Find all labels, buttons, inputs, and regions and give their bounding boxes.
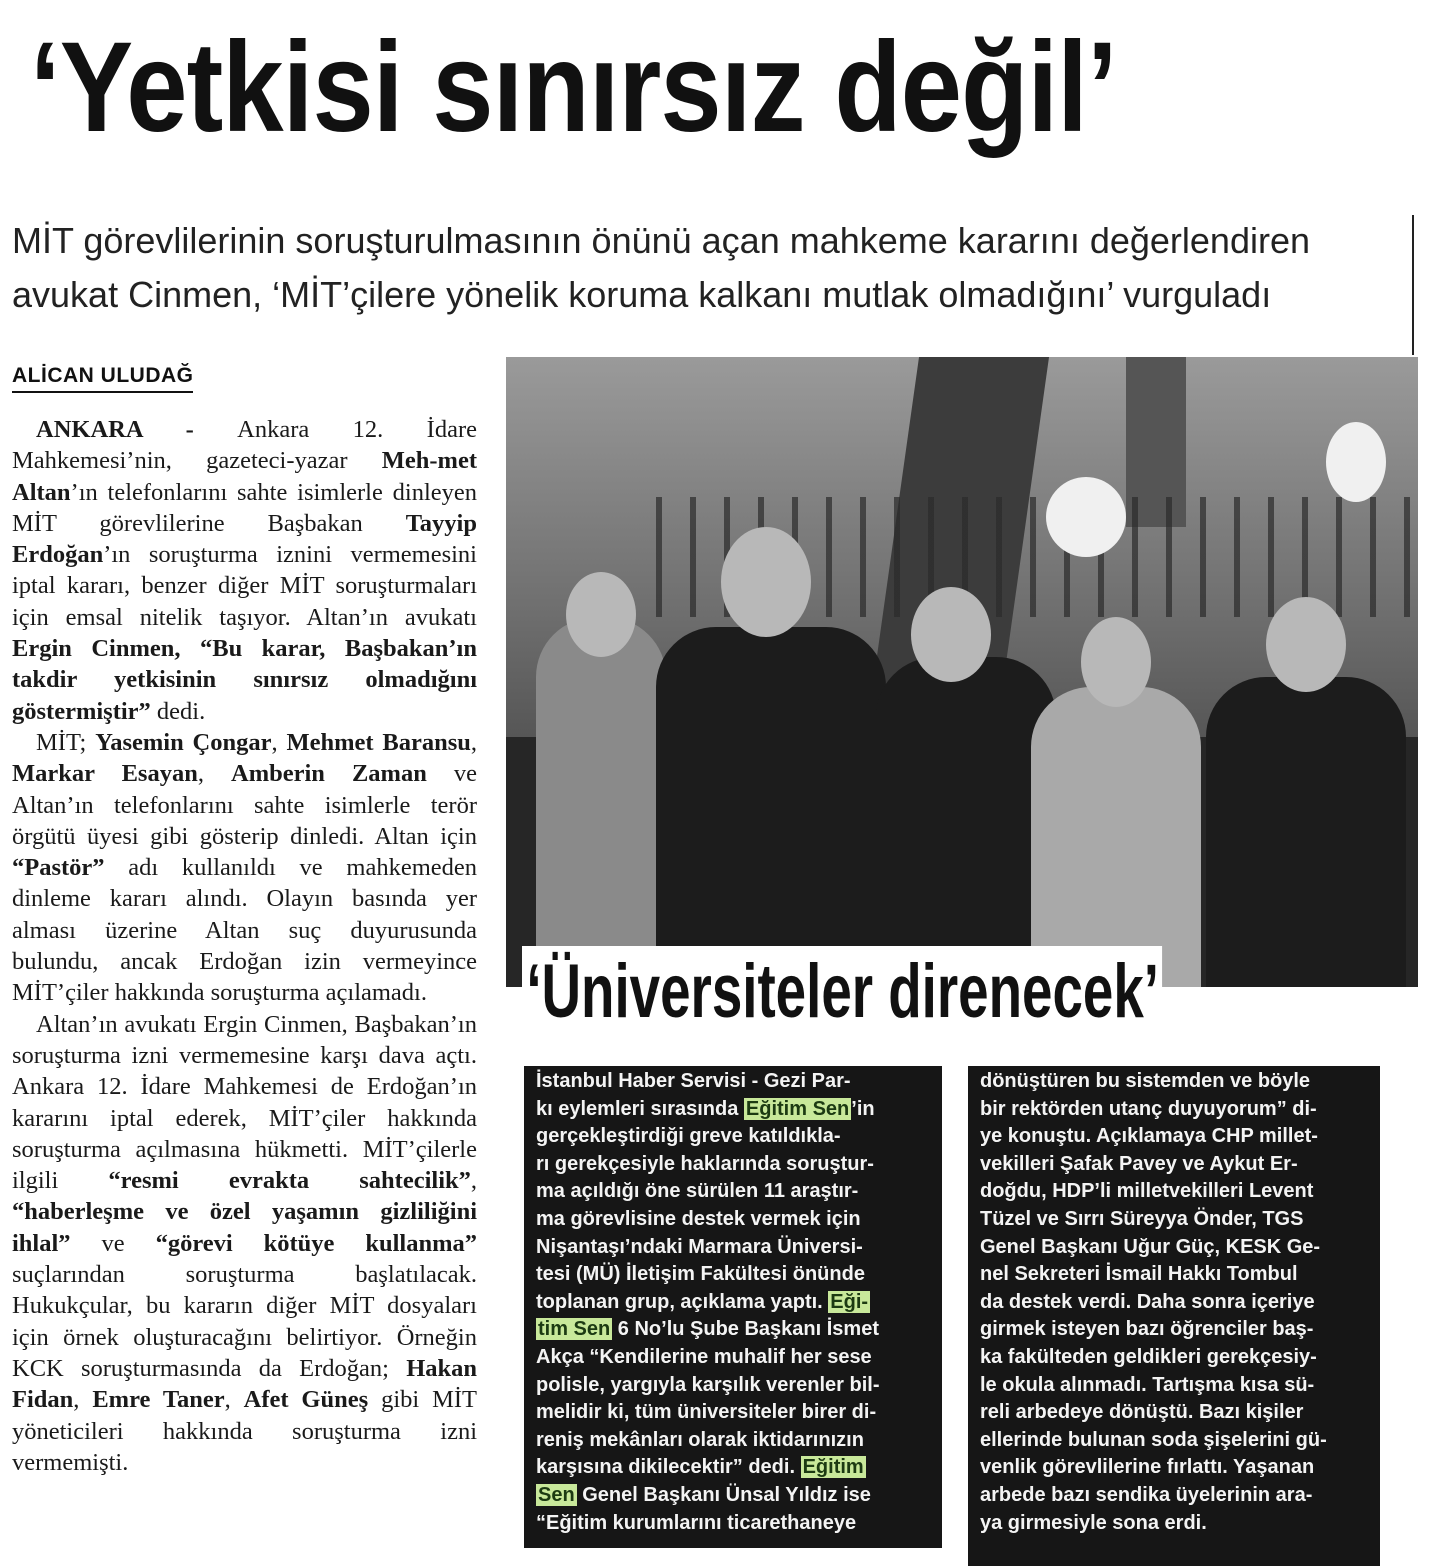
sidebar-line xyxy=(980,1344,1370,1372)
sidebar-text: ye konuştu. Açıklamaya CHP millet- xyxy=(980,1125,1318,1148)
person-face xyxy=(1081,617,1151,707)
sidebar-line xyxy=(980,1234,1370,1262)
sidebar-line xyxy=(980,1096,1370,1124)
article-bold-name: Amberin Zaman xyxy=(231,760,427,788)
article-bold-phrase: “resmi evrakta sahtecilik” xyxy=(108,1167,471,1195)
article-paragraph xyxy=(12,414,477,727)
subheadline xyxy=(12,214,1407,322)
article-text: ve Altan’ın telefonlarını sahte isimlerle terör örgütü üyesi gibi gösterip dinledi. Altan için xyxy=(12,760,478,850)
sidebar-text: Tüzel ve Sırrı Süreyya Önder, TGS xyxy=(980,1207,1304,1230)
sidebar-text: da destek verdi. Daha sonra içeriye xyxy=(980,1290,1315,1313)
main-article xyxy=(12,414,477,1478)
sidebar-line xyxy=(980,1454,1370,1482)
person-face xyxy=(566,572,636,657)
sidebar-text: dönüştüren bu sistemden ve böyle xyxy=(980,1070,1311,1092)
article-text: , xyxy=(470,728,477,756)
subheadline-line: avukat Cinmen, ‘MİT’çilere yönelik koruma kalkanı mutlak olmadığını’ vurguladı xyxy=(12,274,1272,315)
sidebar-text: ellerinde bulunan soda şişelerini gü- xyxy=(980,1428,1327,1451)
sidebar-line xyxy=(980,1510,1370,1538)
sidebar-line xyxy=(980,1289,1370,1317)
sidebar-line xyxy=(980,1151,1370,1179)
person-figure xyxy=(536,617,666,987)
article-text: , xyxy=(197,760,232,788)
sidebar-text: Nişantaşı’ndaki Marmara Üniversi- xyxy=(536,1235,863,1258)
highlighted-text: tim Sen xyxy=(538,1318,611,1341)
article-text: Ankara 12. İdare Mahkemesi’nin, gazeteci-yazar xyxy=(12,416,477,475)
person-figure xyxy=(876,657,1056,987)
article-bold-phrase: “görevi kötüye kullanma” xyxy=(155,1229,477,1257)
sidebar-text: kı eylemleri sırasında xyxy=(536,1097,744,1120)
sidebar-line xyxy=(536,1068,932,1096)
article-bold-name: Yasemin Çongar xyxy=(95,728,272,756)
sidebar-text: Akça “Kendilerine muhalif her sese xyxy=(536,1345,872,1368)
sidebar-text: rı gerekçesiyle haklarında soruştur- xyxy=(536,1152,874,1175)
person-face xyxy=(1266,597,1346,692)
sidebar-text: le okula alınmadı. Tartışma kısa sü- xyxy=(980,1373,1315,1396)
sidebar-text: bir rektörden utanç duyuyorum” di- xyxy=(980,1097,1317,1120)
article-text: ve xyxy=(70,1229,156,1257)
article-text: adı kullanıldı ve mahkemeden dinleme kararı alındı. Olayın basında yer alması üzerine Altan suç duyurusunda bulundu, ancak Erdoğan izin vermeyince MİT’çiler hakkında soruşturma açılamadı. xyxy=(12,854,477,1007)
sidebar-text: nel Sekreteri İsmail Hakkı Tombul xyxy=(980,1263,1298,1286)
article-text: ’ın soruşturma iznini vermemesini iptal kararı, benzer diğer MİT soruşturmaları için emsal nitelik taşıyor. Altan’ın avukatı xyxy=(12,541,477,631)
sidebar-news-column-1 xyxy=(524,1066,942,1548)
sidebar-line xyxy=(980,1123,1370,1151)
byline: ALİCAN ULUDAĞ xyxy=(12,364,193,393)
protest-sign xyxy=(1326,422,1386,502)
sidebar-line xyxy=(980,1261,1370,1289)
article-bold-name: Mehmet Baransu xyxy=(286,728,471,756)
sidebar-line xyxy=(980,1427,1370,1455)
sidebar-text: gerçekleştirdiği greve katıldıkla- xyxy=(536,1125,841,1148)
article-text: suçlarından soruşturma başlatılacak. Hukukçular, bu kararın diğer MİT dosyaları için örnek oluşturacağını belirtiyor. Örneğin KCK soruşturmasında da Erdoğan; xyxy=(12,1261,477,1382)
subheadline-line: MİT görevlilerinin soruşturulmasının önünü açan mahkeme kararını değerlendiren xyxy=(12,220,1311,261)
sidebar-text: reniş mekânları olarak iktidarınızın xyxy=(536,1428,864,1451)
dateline: ANKARA - xyxy=(36,416,238,443)
article-quote: Ergin Cinmen, “Bu karar, Başbakan’ın takdir yetkisinin sınırsız olmadığını göstermiştir” xyxy=(12,635,477,725)
article-bold-phrase: “haberleşme ve özel yaşamın gizliliğini ihlal” xyxy=(12,1198,477,1257)
article-text: , xyxy=(73,1386,93,1414)
sidebar-line xyxy=(536,1206,932,1234)
sidebar-line xyxy=(980,1316,1370,1344)
article-bold-name: Meh-met Altan xyxy=(12,447,477,506)
sidebar-line xyxy=(536,1123,932,1151)
sidebar-line xyxy=(536,1454,932,1482)
sidebar-line xyxy=(536,1510,932,1538)
sidebar-text: “Eğitim kurumlarını ticarethaneye xyxy=(536,1511,857,1534)
sidebar-line xyxy=(536,1096,932,1124)
article-bold-name: Markar Esayan xyxy=(12,760,198,788)
sidebar-line xyxy=(536,1427,932,1455)
person-face xyxy=(911,587,991,682)
sidebar-text: reli arbedeye dönüştü. Bazı kişiler xyxy=(980,1401,1304,1424)
sidebar-text: tesi (MÜ) İletişim Fakültesi önünde xyxy=(536,1263,865,1286)
sidebar-line xyxy=(536,1482,932,1510)
article-bold-name: Tayyip Erdoğan xyxy=(12,509,477,569)
sidebar-text: İstanbul Haber Servisi - Gezi Par- xyxy=(536,1070,851,1092)
sidebar-news-column-2 xyxy=(968,1066,1380,1566)
article-text: , xyxy=(224,1386,244,1414)
sidebar-text: ya girmesiyle sona erdi. xyxy=(980,1511,1207,1534)
article-bold-name: Hakan Fidan xyxy=(12,1354,477,1414)
article-text: , xyxy=(271,728,287,756)
article-text: ’ın telefonlarını sahte isimlerle dinleyen MİT görevlilerine Başbakan xyxy=(12,478,477,537)
sidebar-text: doğdu, HDP’li milletvekilleri Levent xyxy=(980,1180,1314,1203)
sidebar-line xyxy=(536,1344,932,1372)
article-bold-name: “Pastör” xyxy=(12,854,105,882)
article-bold-name: Emre Taner xyxy=(92,1386,225,1414)
sidebar-line xyxy=(536,1178,932,1206)
highlighted-text: Eğitim xyxy=(802,1456,864,1479)
sidebar-line xyxy=(536,1151,932,1179)
person-face xyxy=(721,527,811,637)
sidebar-text: ka fakülteden geldikleri gerekçesiy- xyxy=(980,1345,1317,1368)
highlighted-text: Sen xyxy=(538,1483,575,1506)
sidebar-line xyxy=(536,1399,932,1427)
sidebar-line xyxy=(980,1206,1370,1234)
article-bold-name: Afet Güneş xyxy=(243,1386,369,1414)
sidebar-text: karşısına dikilecektir” dedi. xyxy=(536,1456,801,1479)
sidebar-text: Genel Başkanı Uğur Güç, KESK Ge- xyxy=(980,1235,1321,1258)
sidebar-line xyxy=(536,1372,932,1400)
sidebar-line xyxy=(980,1178,1370,1206)
sidebar-text: ma görevlisine destek vermek için xyxy=(536,1207,861,1230)
sidebar-text: 6 No’lu Şube Başkanı İsmet xyxy=(612,1318,879,1341)
sidebar-line xyxy=(980,1068,1370,1096)
sidebar-line xyxy=(980,1372,1370,1400)
sidebar-line xyxy=(980,1482,1370,1510)
sidebar-text: vekilleri Şafak Pavey ve Aykut Er- xyxy=(980,1152,1298,1175)
article-text: gibi MİT yöneticileri hakkında soruşturma izni vermemişti. xyxy=(12,1386,478,1476)
article-text: MİT; xyxy=(36,728,96,756)
sidebar-line xyxy=(536,1234,932,1262)
sidebar-text: polisle, yargıyla karşılık verenler bil- xyxy=(536,1373,880,1396)
protest-photo xyxy=(506,357,1418,987)
highlighted-text: Eğitim Sen xyxy=(745,1097,850,1120)
article-text: dedi. xyxy=(150,697,206,725)
sidebar-text: ma açıldığı öne sürülen 11 araştır- xyxy=(536,1180,859,1203)
sidebar-line xyxy=(980,1399,1370,1427)
person-figure xyxy=(656,627,886,987)
person-figure xyxy=(1206,677,1406,987)
sidebar-text: Genel Başkanı Ünsal Yıldız ise xyxy=(576,1483,871,1506)
sidebar-line xyxy=(536,1316,932,1344)
sidebar-text: ’in xyxy=(851,1097,875,1120)
sidebar-line xyxy=(536,1261,932,1289)
highlighted-text: Eği- xyxy=(830,1290,869,1313)
article-text: , xyxy=(470,1167,477,1195)
sidebar-text: venlik görevlilerine fırlattı. Yaşanan xyxy=(980,1456,1315,1479)
article-paragraph xyxy=(12,1009,477,1478)
sidebar-text: arbede bazı sendika üyelerinin ara- xyxy=(980,1483,1313,1506)
sidebar-text: toplanan grup, açıklama yaptı. xyxy=(536,1290,829,1313)
article-paragraph xyxy=(12,727,477,1009)
sidebar-text: melidir ki, tüm üniversiteler birer di- xyxy=(536,1401,877,1424)
headline: ‘Yetkisi sınırsız değil’ xyxy=(30,16,1117,159)
sidebar-line xyxy=(536,1289,932,1317)
article-text: Altan’ın avukatı Ergin Cinmen, Başbakan’ın soruşturma izni vermemesine karşı dava açtı. Ankara 12. İdare Mahkemesi de Erdoğan’ın kararını iptal ederek, MİT’çiler hakkında soruşturma açılmasına hükmetti. MİT’çilerle ilgili xyxy=(12,1010,477,1195)
column-rule xyxy=(1412,215,1414,355)
protest-sign xyxy=(1046,477,1126,557)
person-figure xyxy=(1031,687,1201,987)
photo-headline: ‘Üniversiteler direnecek’ xyxy=(522,946,1162,1038)
sidebar-text: girmek isteyen bazı öğrenciler baş- xyxy=(980,1318,1314,1341)
